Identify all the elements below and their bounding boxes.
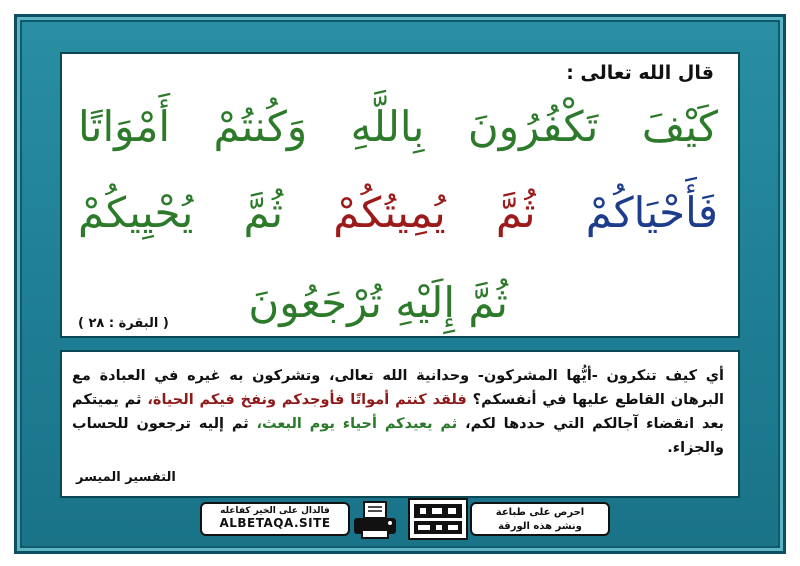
tafsir-part-5: ثم إليه ترجعون للحساب والجزاء.: [72, 416, 724, 456]
verse-phrase-yuhyikum: ثُمَّ يُحْيِيكُمْ: [78, 188, 284, 237]
tafsir-source: التفسير الميسر: [76, 470, 176, 485]
site-motto: فالدال على الخير كفاعله: [220, 506, 330, 516]
site-badge[interactable]: [200, 502, 350, 536]
site-url: ALBETAQA.SITE: [219, 516, 331, 530]
verse-line-2: [78, 188, 718, 237]
verse-line-3: ثُمَّ إِلَيْهِ تُرْجَعُونَ: [248, 278, 508, 327]
surah-reference: ( البقرة : ٢٨ ): [78, 316, 169, 331]
print-line-1: احرص على طباعة: [495, 507, 585, 518]
printer-icon: [350, 500, 400, 540]
verse-intro: قال الله تعالى :: [566, 62, 714, 84]
tafsir-part-2: فلقد كنتم أمواتًا فأوجدكم ونفخ فيكم الحياة،: [147, 392, 467, 408]
print-line-2: ونشر هذه الورقة: [498, 521, 582, 532]
tafsir-part-4: ثم يعيدكم أحياء يوم البعث،: [256, 416, 458, 432]
footer-bar: [200, 498, 610, 542]
tafsir-text: [72, 364, 724, 460]
tafsir-panel: [60, 350, 740, 498]
verse-phrase-yumitukum: ثُمَّ يُمِيتُكُمْ: [333, 188, 536, 237]
verse-panel: [60, 52, 740, 338]
verse-word-ahyakum: فَأَحْيَاكُمْ: [585, 188, 718, 237]
tafsir-part-1: أي كيف تنكرون -أيُّها المشركون- وحدانية الله تعالى، وتشركون به غيره في العبادة مع البرهان القاطع عليها في أنفسكم؟: [72, 368, 724, 408]
verse-line-1: كَيْفَ تَكْفُرُونَ بِاللَّهِ وَكُنتُمْ أَمْوَاتًا: [78, 102, 718, 151]
dawiya-logo: [408, 498, 468, 540]
print-badge: [470, 502, 610, 536]
tafsir-part-3: ثم يميتكم بعد انقضاء آجالكم التي حددها لكم،: [72, 392, 724, 432]
